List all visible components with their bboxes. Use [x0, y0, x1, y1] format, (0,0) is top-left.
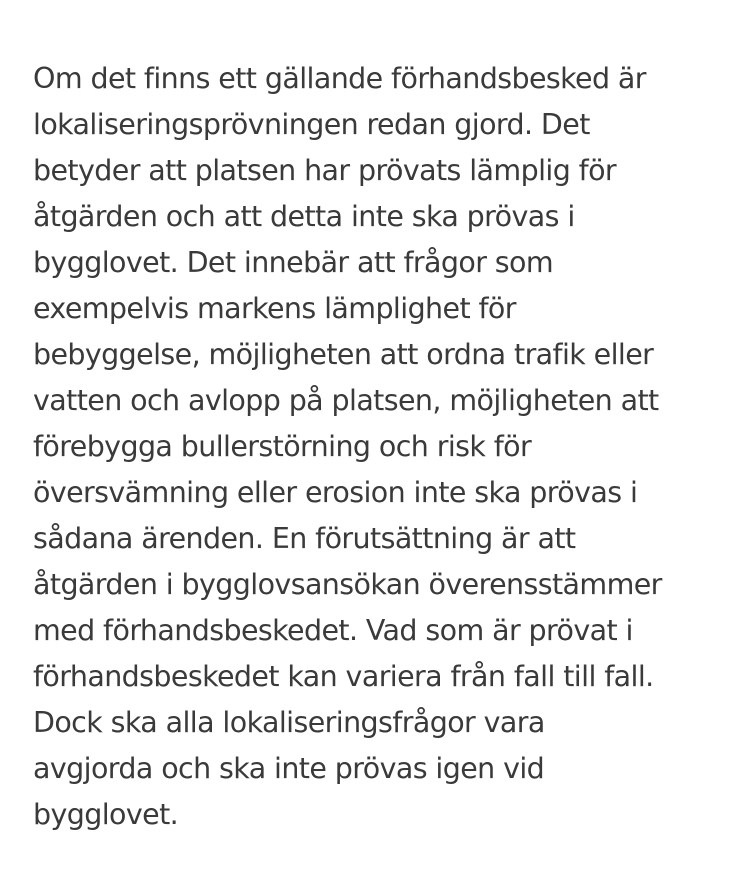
paragraph-line: Om det finns ett gällande förhandsbesked är	[33, 62, 646, 95]
paragraph-line: förhandsbeskedet kan variera från fall till fall.	[33, 660, 654, 693]
paragraph-line: bebyggelse, möjligheten att ordna trafik eller	[33, 338, 654, 371]
paragraph-line: bygglovet.	[33, 798, 179, 831]
paragraph-line: betyder att platsen har prövats lämplig för	[33, 154, 617, 187]
paragraph-line: med förhandsbeskedet. Vad som är prövat i	[33, 614, 633, 647]
body-paragraph	[33, 56, 733, 838]
paragraph-line: lokaliseringsprövningen redan gjord. Det	[33, 108, 590, 141]
paragraph-line: åtgärden i bygglovsansökan överensstämmer	[33, 568, 662, 601]
paragraph-line: förebygga bullerstörning och risk för	[33, 430, 532, 463]
paragraph-line: avgjorda och ska inte prövas igen vid	[33, 752, 545, 785]
paragraph-line: översvämning eller erosion inte ska prövas i	[33, 476, 638, 509]
paragraph-line: åtgärden och att detta inte ska prövas i	[33, 200, 575, 233]
paragraph-line: Dock ska alla lokaliseringsfrågor vara	[33, 706, 545, 739]
paragraph-line: vatten och avlopp på platsen, möjligheten att	[33, 384, 659, 417]
paragraph-line: sådana ärenden. En förutsättning är att	[33, 522, 576, 555]
article-body	[33, 56, 733, 838]
paragraph-line: exempelvis markens lämplighet för	[33, 292, 516, 325]
paragraph-line: bygglovet. Det innebär att frågor som	[33, 246, 554, 279]
